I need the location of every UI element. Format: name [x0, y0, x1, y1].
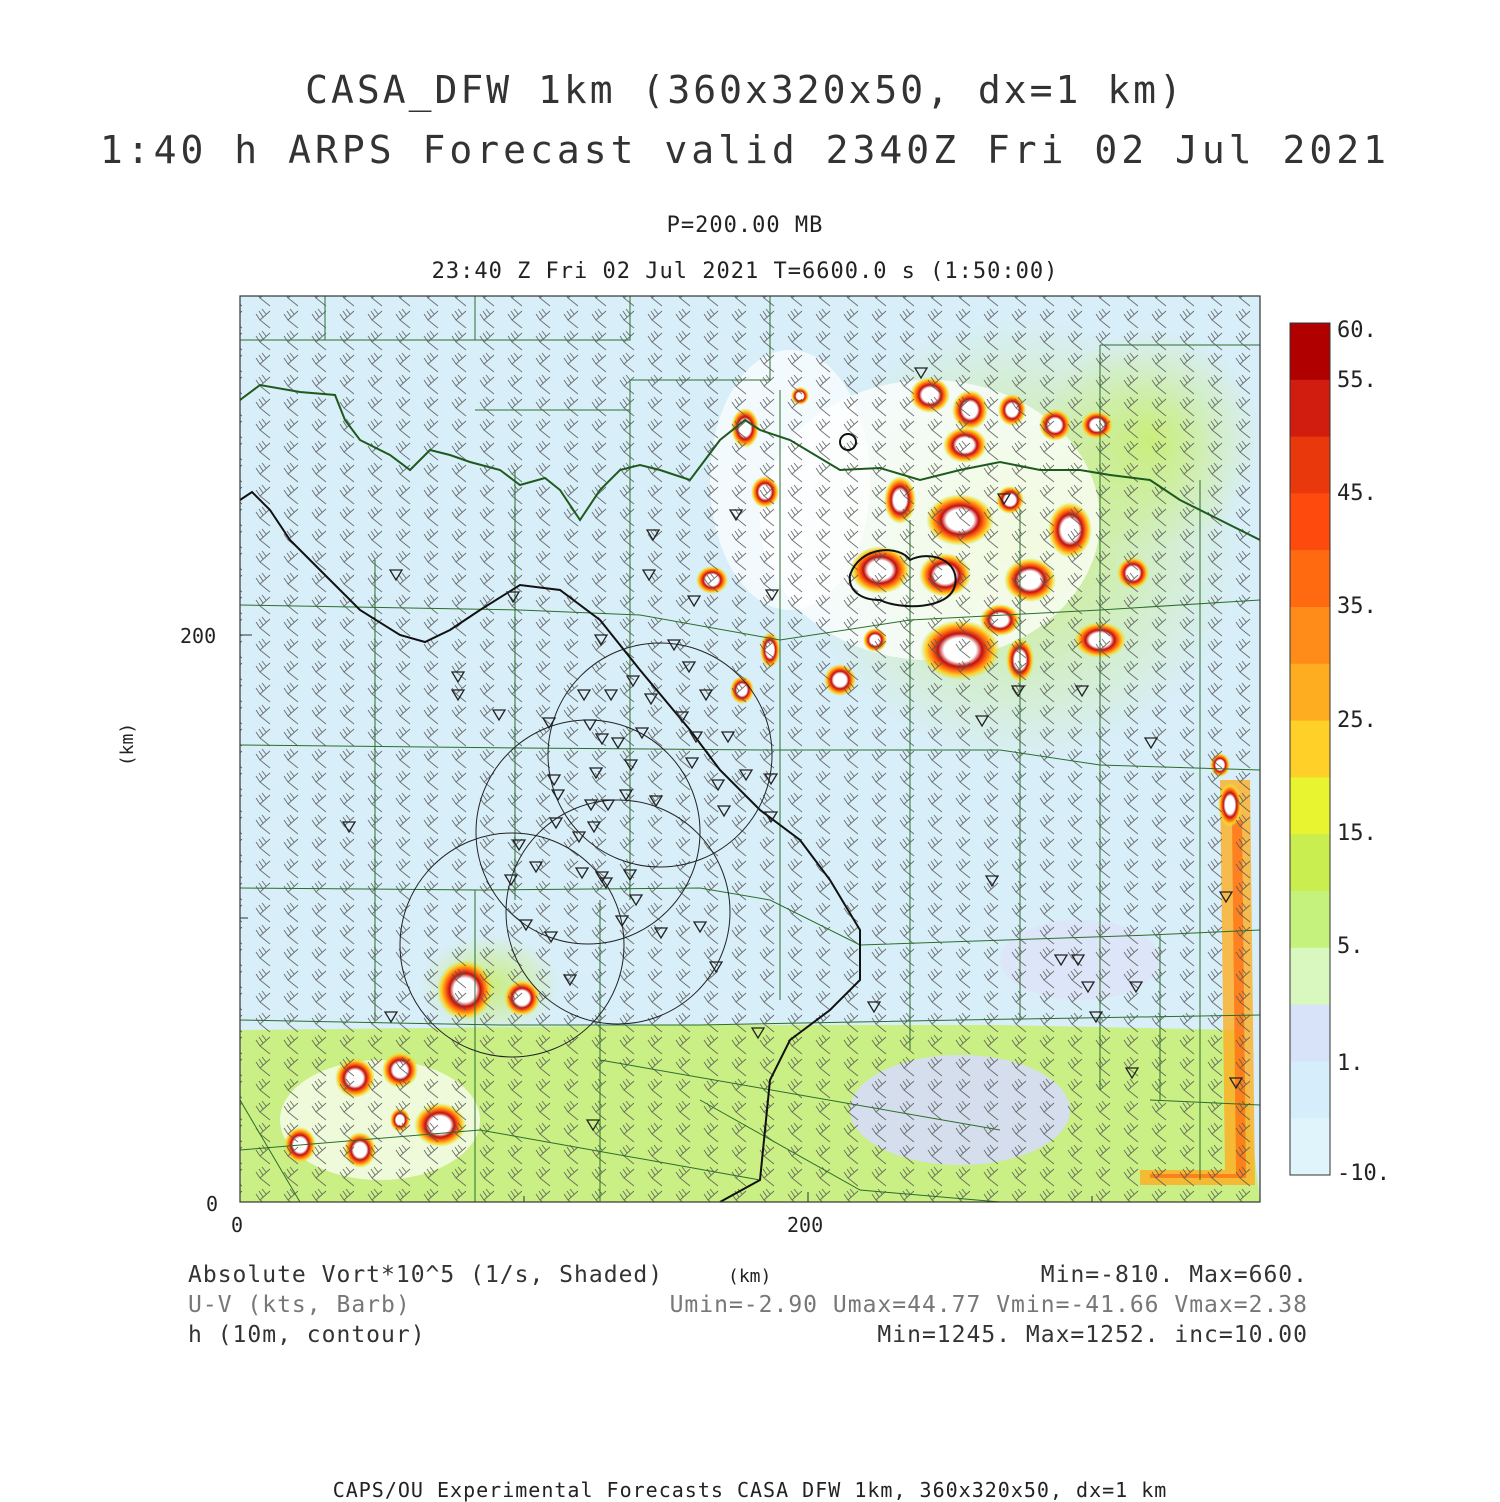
colorbar-swatch	[1290, 607, 1330, 664]
x-tick-0: 0	[231, 1213, 244, 1237]
colorbar-swatch	[1290, 721, 1330, 778]
footer-credit: CAPS/OU Experimental Forecasts CASA DFW 1km, 360x320x50, dx=1 km	[332, 1478, 1168, 1502]
legend-field-1: Absolute Vort*10^5 (1/s, Shaded)	[188, 1262, 664, 1288]
valid-time-line: 23:40 Z Fri 02 Jul 2021 T=6600.0 s (1:50:00)	[431, 259, 1059, 284]
x-axis-label: (km)	[728, 1266, 772, 1287]
legend-field-1-stats: Min=-810. Max=660.	[1040, 1262, 1308, 1288]
colorbar-swatch	[1290, 550, 1330, 607]
legend-field-3-stats: Min=1245. Max=1252. inc=10.00	[877, 1322, 1308, 1348]
wind-barbs	[240, 296, 1260, 1202]
colorbar-swatch	[1290, 493, 1330, 550]
y-axis-label: (km)	[117, 722, 139, 767]
colorbar-swatch	[1290, 1005, 1330, 1062]
y-tick-0: 0	[206, 1192, 219, 1216]
colorbar-label: 35.	[1337, 594, 1377, 619]
legend-field-2: U-V (kts, Barb)	[188, 1292, 411, 1318]
colorbar-swatch	[1290, 437, 1330, 494]
colorbar-label: -10.	[1337, 1161, 1390, 1186]
colorbar-swatch	[1290, 891, 1330, 948]
colorbar-swatch	[1290, 323, 1330, 380]
legend-field-3: h (10m, contour)	[188, 1322, 426, 1348]
legend-field-2-stats: Umin=-2.90 Umax=44.77 Vmin=-41.66 Vmax=2.38	[669, 1292, 1308, 1318]
colorbar-label: 60.	[1337, 318, 1377, 343]
colorbar-label: 55.	[1337, 368, 1377, 393]
pressure-level: P=200.00 MB	[666, 213, 824, 238]
colorbar-label: 25.	[1337, 708, 1377, 733]
y-tick-200: 200	[180, 624, 217, 648]
colorbar-label: 1.	[1337, 1051, 1364, 1076]
colorbar-label: 5.	[1337, 934, 1364, 959]
colorbar-swatch	[1290, 948, 1330, 1005]
colorbar-swatch	[1290, 664, 1330, 721]
x-tick-200: 200	[787, 1213, 824, 1237]
title-line-2: 1:40 h ARPS Forecast valid 2340Z Fri 02 Jul 2021	[99, 128, 1391, 172]
colorbar	[1290, 323, 1330, 1176]
title-line-1: CASA_DFW 1km (360x320x50, dx=1 km)	[305, 68, 1185, 112]
colorbar-label: 45.	[1337, 481, 1377, 506]
colorbar-label: 15.	[1337, 821, 1377, 846]
colorbar-swatch	[1290, 777, 1330, 834]
map-plot-area	[240, 296, 1260, 1202]
colorbar-swatch	[1290, 1061, 1330, 1118]
colorbar-swatch	[1290, 834, 1330, 891]
colorbar-swatch	[1290, 1118, 1330, 1175]
colorbar-swatch	[1290, 380, 1330, 437]
